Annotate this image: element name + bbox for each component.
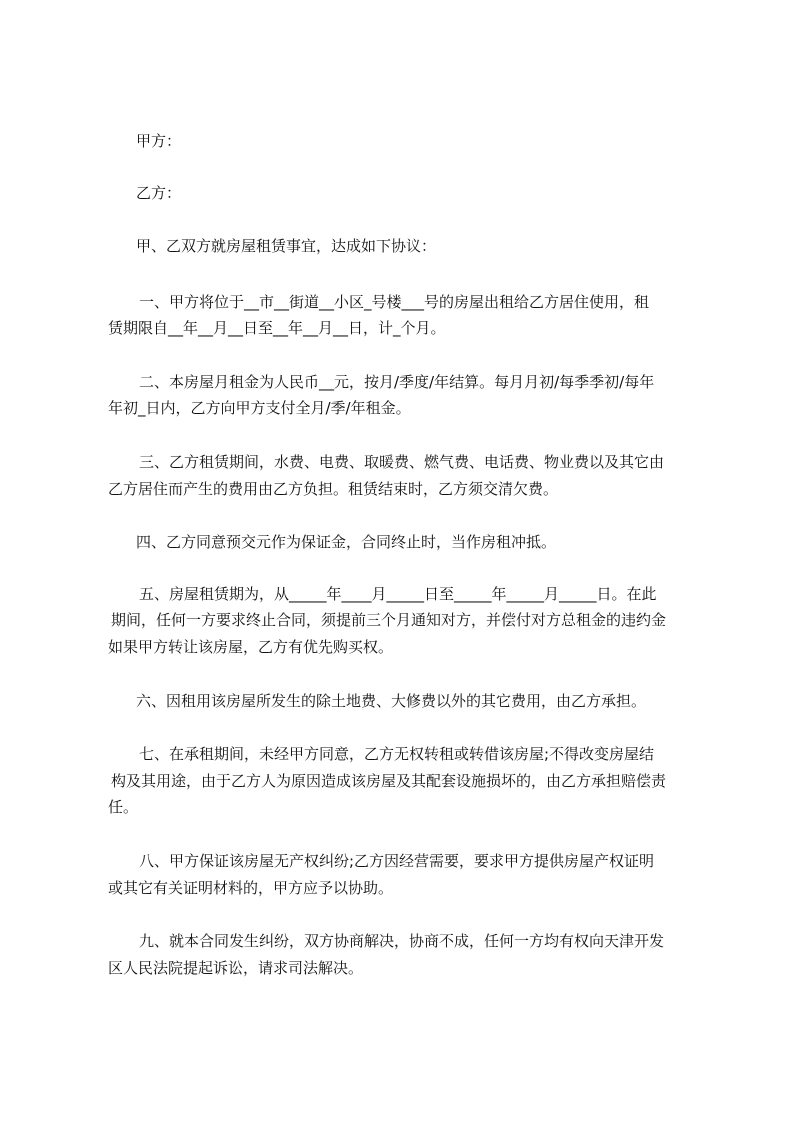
clause-6-line-1: 六、因租用该房屋所发生的除土地费、大修费以外的其它费用，由乙方承担。: [136, 692, 647, 710]
intro-text: 甲、乙双方就房屋租赁事宜，达成如下协议：: [136, 237, 437, 255]
clause-2-line-1: 二、本房屋月租金为人民币__元，按月/季度/年结算。每月月初/每季季初/每年: [139, 373, 655, 391]
clause-3-line-1: 三、乙方租赁期间，水费、电费、取暖费、燃气费、电话费、物业费以及其它由: [139, 453, 665, 471]
clause-7-line-1: 七、在承租期间，未经甲方同意，乙方无权转租或转借该房屋;不得改变房屋结: [139, 745, 655, 763]
clause-9-line-2: 区人民法院提起诉讼，请求司法解决。: [108, 959, 364, 977]
clause-1-line-2: 赁期限自__年__月__日至__年__月__日，计_个月。: [108, 319, 446, 337]
clause-3-line-2: 乙方居住而产生的费用由乙方负担。租赁结束时，乙方须交清欠费。: [108, 480, 559, 498]
clause-2-line-2: 年初_日内，乙方向甲方支付全月/季/年租金。: [108, 399, 411, 417]
clause-8-line-2: 或其它有关证明材料的，甲方应予以协助。: [108, 879, 394, 897]
clause-4-line-1: 四、乙方同意预交元作为保证金，合同终止时，当作房租冲抵。: [136, 533, 557, 551]
party-b-label: 乙方：: [136, 184, 182, 202]
party-a-label: 甲方：: [136, 132, 182, 150]
clause-1-line-1: 一、甲方将位于__市__街道__小区_号楼___号的房屋出租给乙方居住使用，租: [139, 293, 650, 311]
clause-5-line-1: 五、房屋租赁期为，从_____年____月_____日至_____年_____月_____日。在此: [139, 585, 657, 603]
clause-7-line-3: 任。: [108, 798, 139, 816]
clause-5-line-3: 如果甲方转让该房屋，乙方有优先购买权。: [108, 638, 394, 656]
clause-7-line-2: 构及其用途，由于乙方人为原因造成该房屋及其配套设施损坏的，由乙方承担赔偿责: [111, 772, 667, 790]
clause-9-line-1: 九、就本合同发生纠纷，双方协商解决，协商不成，任何一方均有权向天津开发: [139, 932, 665, 950]
clause-8-line-1: 八、甲方保证该房屋无产权纠纷;乙方因经营需要，要求甲方提供房屋产权证明: [139, 852, 655, 870]
clause-5-line-2: 期间，任何一方要求终止合同，须提前三个月通知对方，并偿付对方总租金的违约金: [111, 611, 667, 629]
